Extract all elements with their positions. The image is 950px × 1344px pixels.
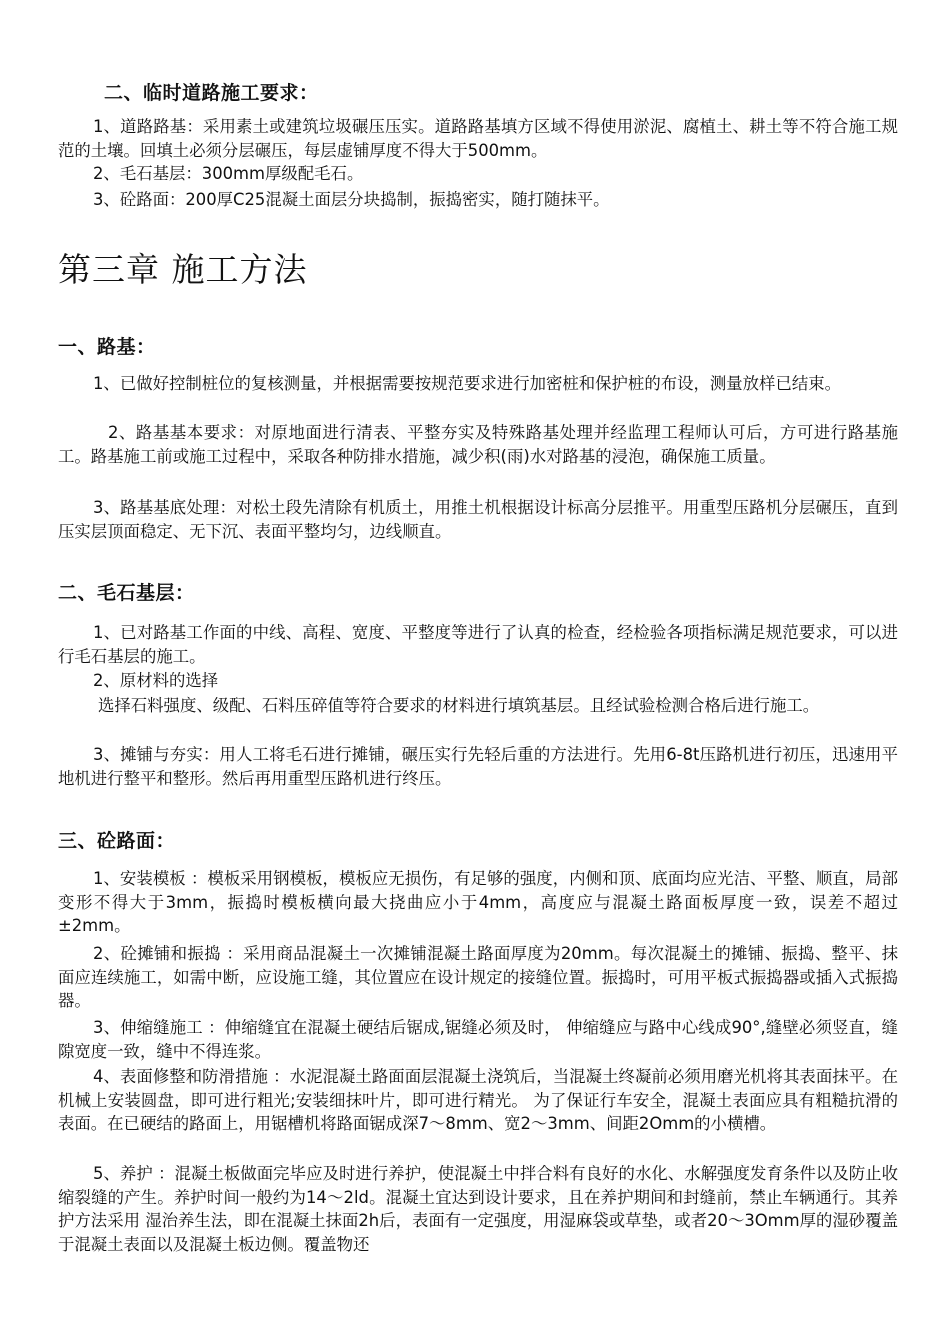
paragraph-subgrade-2: 2、路基基本要求：对原地面进行清表、平整夯实及特殊路基处理并经监理工程师认可后，方可进行路基施工。路基施工前或施工过程中，采取各种防排水措施，减少积(雨)水对路基的浸泡，确保施工质量。 <box>58 423 898 466</box>
paragraph-rubble-1: 1、已对路基工作面的中线、高程、宽度、平整度等进行了认真的检查，经检验各项指标满足规范要求，可以进行毛石基层的施工。 <box>58 623 898 666</box>
section-heading-subgrade: 一、路基： <box>58 336 156 358</box>
section-heading-rubble-base: 二、毛石基层： <box>58 582 195 604</box>
paragraph-rubble-base: 2、毛石基层：300mm厚级配毛石。 <box>93 164 364 183</box>
paragraph-subgrade-1: 1、已做好控制桩位的复核测量，并根据需要按规范要求进行加密桩和保护桩的布设，测量放样已结束。 <box>93 374 842 393</box>
paragraph-pavement-5: 5、养护 ：混凝土板做面完毕应及时进行养护，使混凝土中拌合料有良好的水化、水解强度发育条件以及防止收缩裂缝的产生。养护时间一般约为14～2ld。混凝土宜达到设计要求，且在养护期间和封缝前，禁止车辆通行。其养护方法采用 湿治养生法，即在混凝土抹面2h后，表面有一定强度，用湿麻袋或草垫，或者20～3Omm厚的湿砂覆盖于混凝土表面以及混凝土板边侧。覆盖物还 <box>58 1164 898 1254</box>
paragraph-rubble-3: 选择石料强度、级配、石料压碎值等符合要求的材料进行填筑基层。且经试验检测合格后进行施工。 <box>98 696 820 715</box>
paragraph-pavement-4: 4、表面修整和防滑措施 ：水泥混凝土路面面层混凝土浇筑后，当混凝土终凝前必须用磨光机将其表面抹平。在机械上安装圆盘，即可进行粗光;安装细抹叶片，即可进行精光。 为了保证行车安全，混凝土表面应具有粗糙抗滑的表面。在已硬结的路面上，用锯槽机将路面锯成深7～8mm、宽2～3mm、间距2Omm的小横槽。 <box>58 1067 898 1134</box>
paragraph-concrete-surface: 3、砼路面：200厚C25混凝土面层分块捣制，振捣密实，随打随抹平。 <box>93 190 610 209</box>
paragraph-pavement-2: 2、砼摊铺和振捣 ：采用商品混凝土一次摊铺混凝土路面厚度为20mm。每次混凝土的摊铺、振捣、整平、抹面应连续施工，如需中断，应设施工缝，其位置应在设计规定的接缝位置。振捣时，可用平板式振捣器或插入式振捣器。 <box>58 944 898 1011</box>
paragraph-pavement-1: 1、安装模板 ：模板采用钢模板，模板应无损伤，有足够的强度，内侧和顶、底面均应光洁、平整、顺直，局部变形不得大于3mm，振捣时模板横向最大挠曲应小于4mm，高度应与混凝土路面板厚度一致，误差不超过±2mm。 <box>58 869 898 936</box>
paragraph-rubble-2: 2、原材料的选择 <box>93 671 219 690</box>
paragraph-subgrade-3: 3、路基基底处理：对松土段先清除有机质土，用推土机根据设计标高分层推平。用重型压路机分层碾压，直到压实层顶面稳定、无下沉、表面平整均匀，边线顺直。 <box>58 498 898 541</box>
paragraph-rubble-4: 3、摊铺与夯实：用人工将毛石进行摊铺，碾压实行先轻后重的方法进行。先用6-8t压路机进行初压，迅速用平地机进行整平和整形。然后再用重型压路机进行终压。 <box>58 745 898 788</box>
section-heading-concrete-pavement: 三、砼路面： <box>58 830 176 852</box>
section-heading-road-requirements: 二、临时道路施工要求： <box>104 82 319 104</box>
paragraph-pavement-3: 3、伸缩缝施工 ：伸缩缝宜在混凝土硬结后锯成,锯缝必须及时， 伸缩缝应与路中心线成90°,缝壁必须竖直，缝隙宽度一致，缝中不得连浆。 <box>58 1018 898 1061</box>
paragraph-road-subgrade: 1、道路路基：采用素土或建筑垃圾碾压压实。道路路基填方区域不得使用淤泥、腐植土、耕土等不符合施工规范的土壤。回填土必须分层碾压，每层虚铺厚度不得大于500mm。 <box>58 117 898 160</box>
chapter-title: 第三章 施工方法 <box>58 250 308 289</box>
